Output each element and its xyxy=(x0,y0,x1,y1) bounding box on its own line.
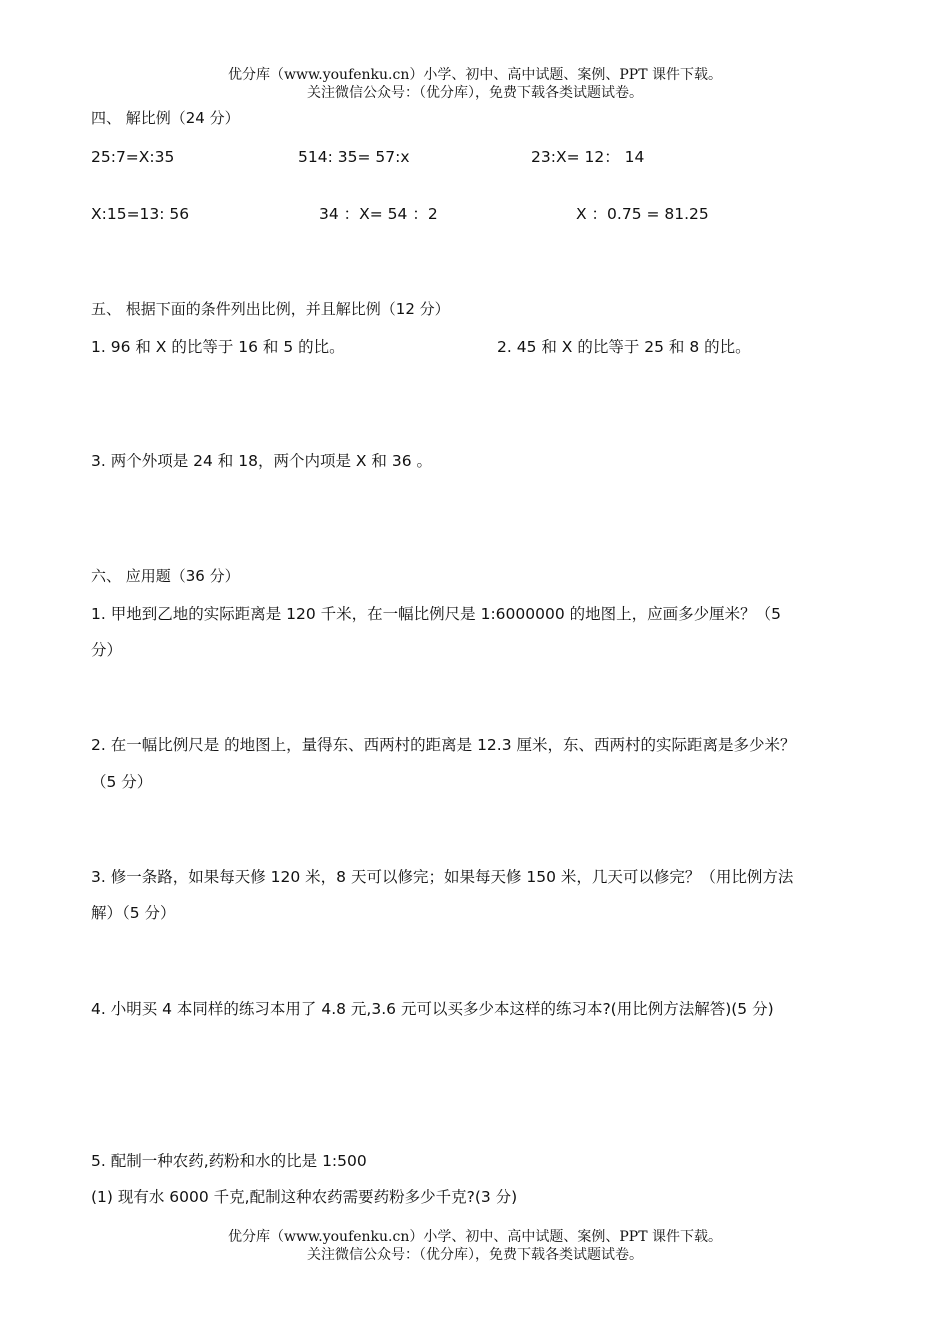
footer-line-1: 优分库（www.youfenku.cn）小学、初中、高中试题、案例、PPT 课件下载。 xyxy=(227,1229,722,1245)
equation-4: X:15=13: 56 xyxy=(91,205,190,223)
section-5-title: 五、 根据下面的条件列出比例，并且解比例（12 分） xyxy=(91,300,450,318)
page-header xyxy=(0,66,950,102)
word-problem-3-line-2: 解）（5 分） xyxy=(91,904,176,922)
page-footer xyxy=(0,1228,950,1264)
word-problem-1-line-1: 1. 甲地到乙地的实际距离是 120 千米，在一幅比例尺是 1:6000000 的地图上，应画多少厘米？（5 xyxy=(91,605,781,623)
header-line-2: 关注微信公众号：（优分库），免费下载各类试题试卷。 xyxy=(307,85,643,101)
equation-3: 23:X= 12： 14 xyxy=(531,148,645,166)
section-5-question-2: 2. 45 和 X 的比等于 25 和 8 的比。 xyxy=(497,338,751,356)
section-5-question-3: 3. 两个外项是 24 和 18，两个内项是 X 和 36 。 xyxy=(91,452,432,470)
word-problem-4: 4. 小明买 4 本同样的练习本用了 4.8 元,3.6 元可以买多少本这样的练习本?(用比例方法解答)(5 分) xyxy=(91,1000,774,1018)
word-problem-2-line-2: （5 分） xyxy=(91,773,153,791)
word-problem-3-line-1: 3. 修一条路，如果每天修 120 米，8 天可以修完；如果每天修 150 米，几天可以修完？（用比例方法 xyxy=(91,868,794,886)
section-6-title: 六、 应用题（36 分） xyxy=(91,567,240,585)
footer-line-2: 关注微信公众号：（优分库），免费下载各类试题试卷。 xyxy=(307,1247,643,1263)
equation-1: 25:7=X:35 xyxy=(91,148,175,166)
equation-5: 34 ：X= 54 ：2 xyxy=(319,205,438,223)
word-problem-1-line-2: 分） xyxy=(91,641,123,659)
equation-2: 514: 35= 57:x xyxy=(298,148,410,166)
word-problem-5-part-1: (1) 现有水 6000 千克,配制这种农药需要药粉多少千克?(3 分) xyxy=(91,1188,518,1206)
word-problem-2-line-1: 2. 在一幅比例尺是 的地图上，量得东、西两村的距离是 12.3 厘米，东、西两村的实际距离是多少米？ xyxy=(91,736,796,754)
section-5-question-1: 1. 96 和 X 的比等于 16 和 5 的比。 xyxy=(91,338,345,356)
equation-6: X ：0.75 = 81.25 xyxy=(576,205,709,223)
section-4-title: 四、 解比例（24 分） xyxy=(91,109,240,127)
word-problem-5: 5. 配制一种农药,药粉和水的比是 1:500 xyxy=(91,1152,367,1170)
header-line-1: 优分库（www.youfenku.cn）小学、初中、高中试题、案例、PPT 课件下载。 xyxy=(227,67,722,83)
